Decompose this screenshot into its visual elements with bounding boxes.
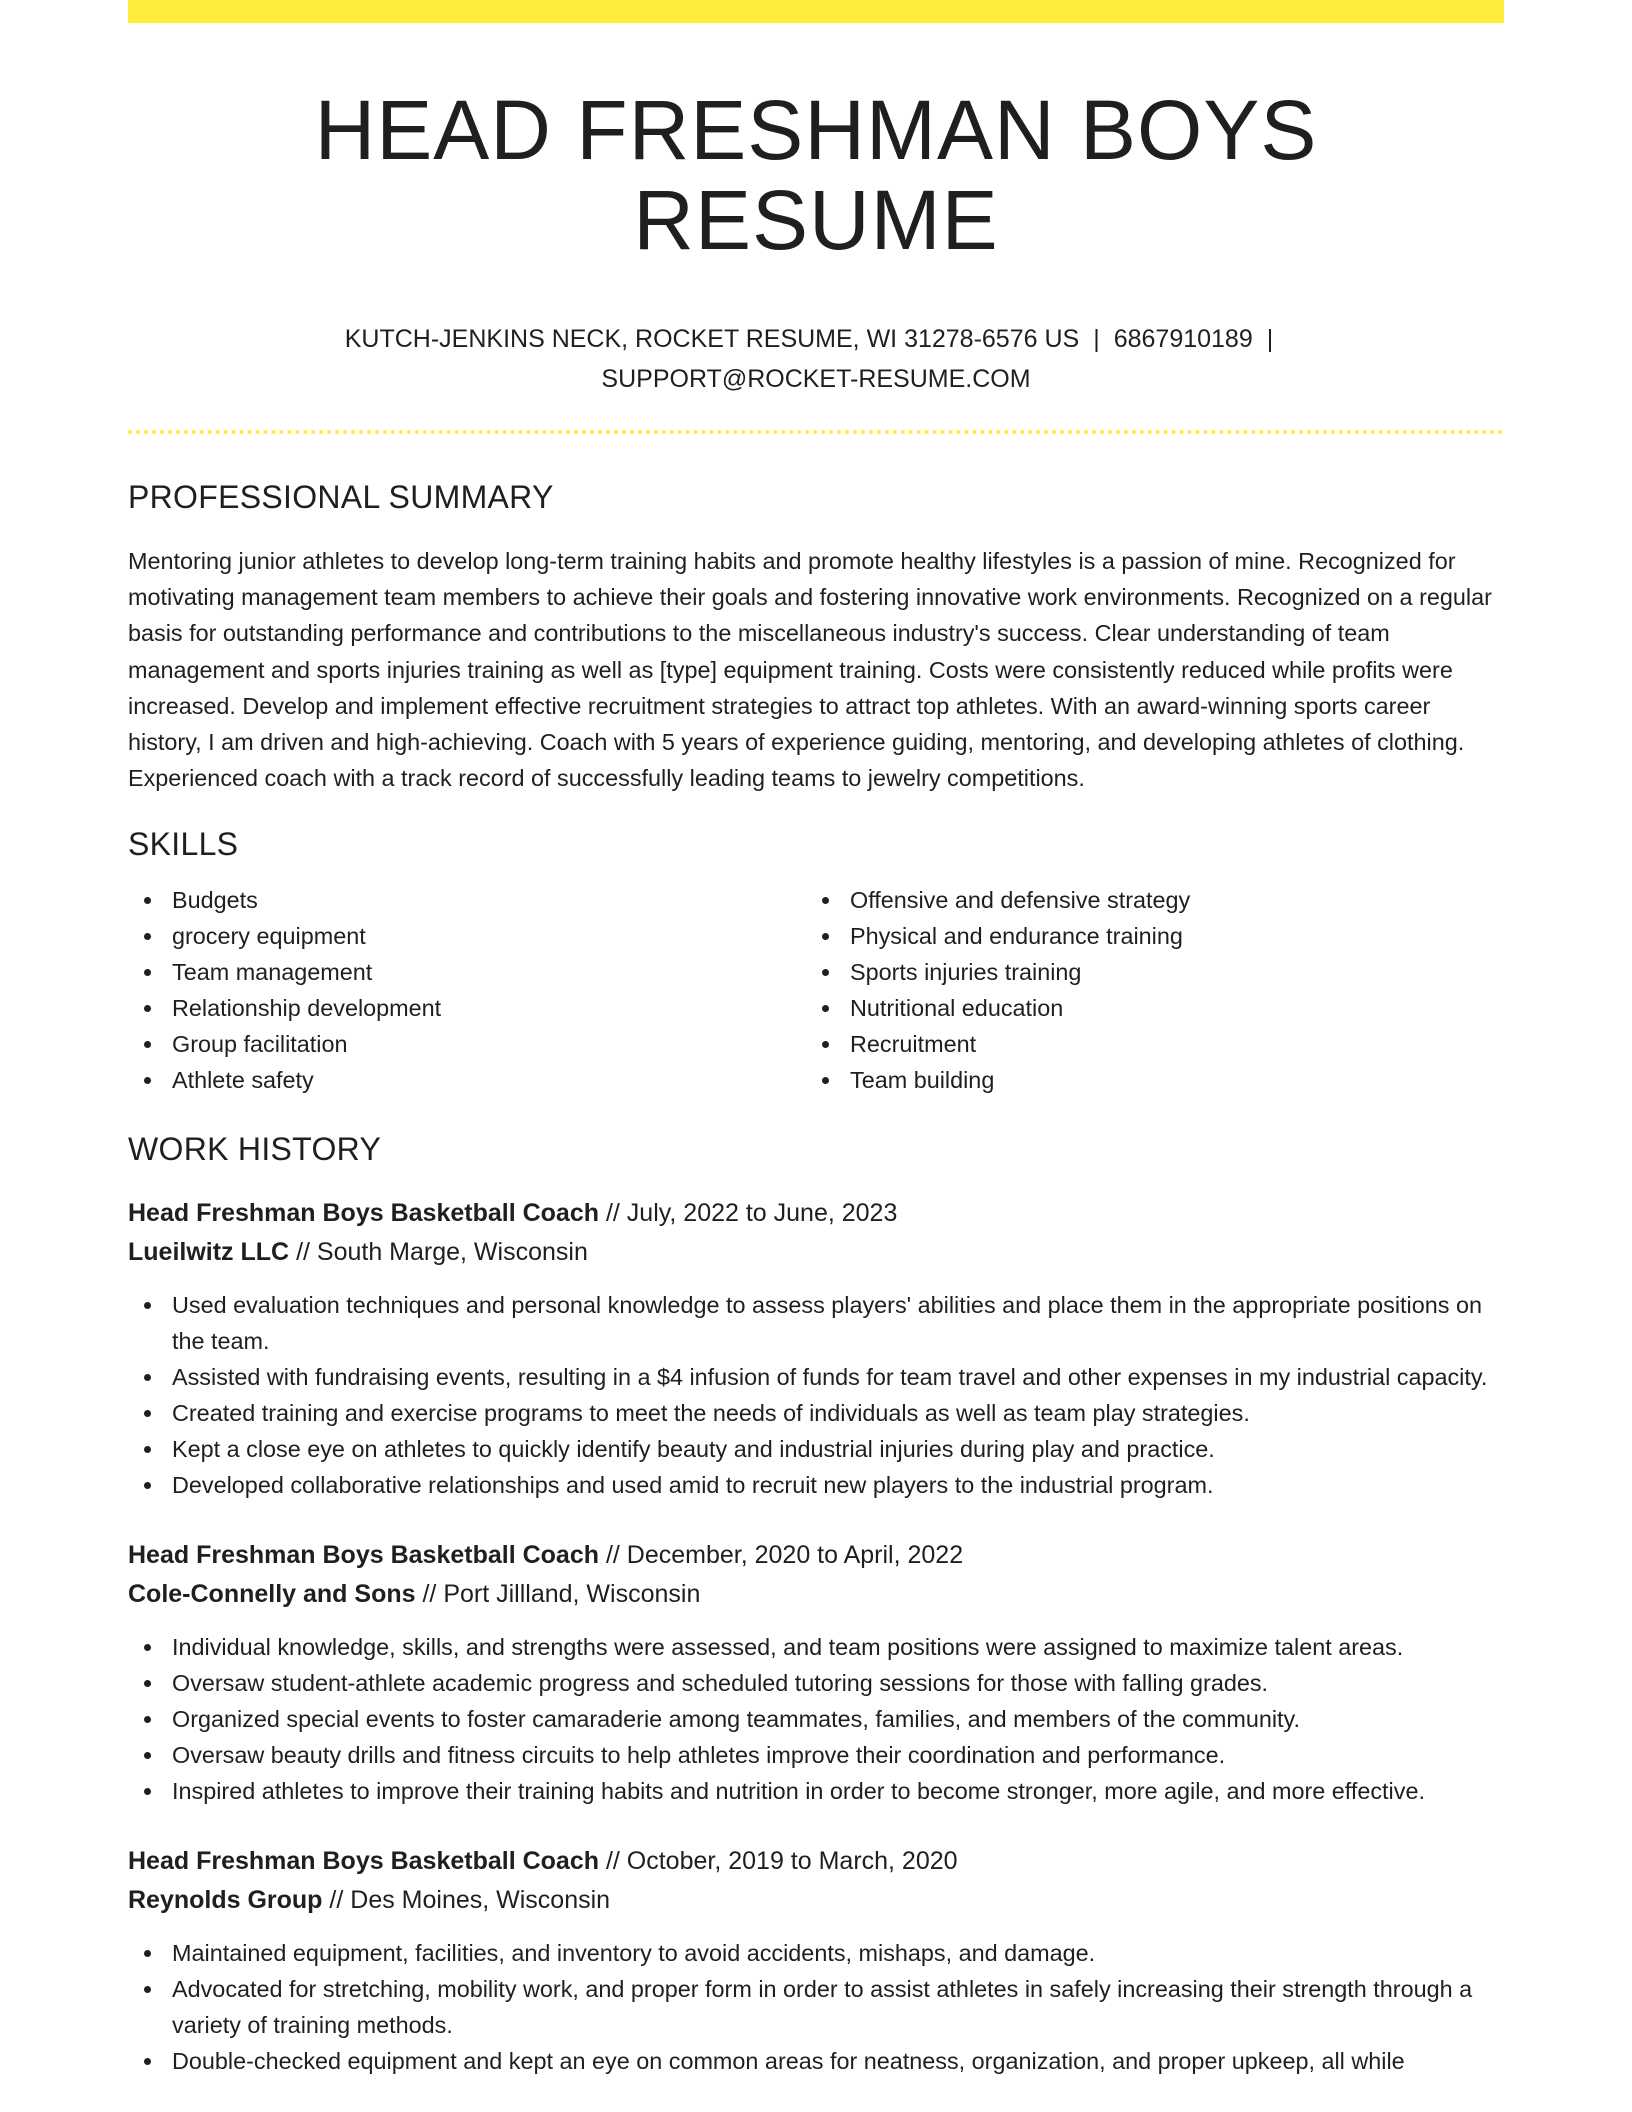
job-title-line bbox=[128, 1194, 1504, 1233]
skill-item: Sports injuries training bbox=[806, 954, 1484, 990]
job-bullet: Kept a close eye on athletes to quickly identify beauty and industrial injuries during play and practice. bbox=[128, 1431, 1504, 1467]
contact-info bbox=[128, 319, 1504, 399]
summary-text: Mentoring junior athletes to develop long-term training habits and promote healthy lifestyles is a passion of mine. Recognized for motivating management team members to achieve their goals and fostering innovative work environments. Recognized on a regular basis for outstanding performance and contributions to the miscellaneous industry's success. Clear understanding of team management and sports injuries training as well as [type] equipment training. Costs were consistently reduced while profits were increased. Develop and implement effective recruitment strategies to attract top athletes. With an award-winning sports career history, I am driven and high-achieving. Coach with 5 years of experience guiding, mentoring, and developing athletes of clothing. Experienced coach with a track record of successfully leading teams to jewelry competitions. bbox=[128, 548, 1492, 792]
skill-item: Relationship development bbox=[128, 990, 806, 1026]
job-bullet: Inspired athletes to improve their training habits and nutrition in order to become stronger, more agile, and more effective. bbox=[128, 1773, 1504, 1809]
skill-item: Physical and endurance training bbox=[806, 918, 1484, 954]
job-company-line bbox=[128, 1233, 1504, 1272]
job-bullet: Oversaw beauty drills and fitness circuits to help athletes improve their coordination and performance. bbox=[128, 1737, 1504, 1773]
skill-item: Athlete safety bbox=[128, 1062, 806, 1098]
skills-list bbox=[128, 882, 1504, 1098]
job-company: Cole-Connelly and Sons bbox=[128, 1580, 416, 1609]
job-title: Head Freshman Boys Basketball Coach bbox=[128, 1199, 599, 1228]
job-company-line bbox=[128, 1575, 1504, 1614]
summary-heading: PROFESSIONAL SUMMARY bbox=[128, 479, 554, 515]
job-company: Lueilwitz LLC bbox=[128, 1238, 290, 1267]
skill-item: grocery equipment bbox=[128, 918, 806, 954]
job-bullet: Advocated for stretching, mobility work, and proper form in order to assist athletes in safely increasing their strength through a variety of training methods. bbox=[128, 1971, 1504, 2043]
accent-top-bar bbox=[128, 0, 1504, 23]
skill-item: Group facilitation bbox=[128, 1026, 806, 1062]
work-history-heading: WORK HISTORY bbox=[128, 1131, 382, 1168]
resume-page bbox=[128, 0, 1504, 2112]
job-bullet: Assisted with fundraising events, resulting in a $4 infusion of funds for team travel and other expenses in my industrial capacity. bbox=[128, 1359, 1504, 1395]
job-dates: // October, 2019 to March, 2020 bbox=[605, 1847, 958, 1876]
contact-separator: | bbox=[1093, 325, 1100, 353]
job-entry bbox=[128, 1842, 1504, 2079]
skills-heading: SKILLS bbox=[128, 826, 239, 863]
job-bullet: Individual knowledge, skills, and strengths were assessed, and team positions were assigned to maximize talent areas. bbox=[128, 1629, 1504, 1665]
job-company: Reynolds Group bbox=[128, 1886, 323, 1915]
job-title-line bbox=[128, 1536, 1504, 1575]
job-title: Head Freshman Boys Basketball Coach bbox=[128, 1541, 599, 1570]
job-title: Head Freshman Boys Basketball Coach bbox=[128, 1847, 599, 1876]
skill-item: Team building bbox=[806, 1062, 1484, 1098]
job-location: // Des Moines, Wisconsin bbox=[329, 1886, 611, 1915]
job-company-line bbox=[128, 1881, 1504, 1920]
job-bullet: Organized special events to foster camaraderie among teammates, families, and members of the community. bbox=[128, 1701, 1504, 1737]
job-bullet: Created training and exercise programs to meet the needs of individuals as well as team play strategies. bbox=[128, 1395, 1504, 1431]
job-location: // South Marge, Wisconsin bbox=[296, 1238, 588, 1267]
skill-item: Recruitment bbox=[806, 1026, 1484, 1062]
skill-item: Offensive and defensive strategy bbox=[806, 882, 1484, 918]
skill-item: Team management bbox=[128, 954, 806, 990]
job-bullet: Maintained equipment, facilities, and inventory to avoid accidents, mishaps, and damage. bbox=[128, 1935, 1504, 1971]
skills-column-right bbox=[806, 882, 1484, 1098]
skill-item: Nutritional education bbox=[806, 990, 1484, 1026]
contact-phone: 6867910189 bbox=[1113, 325, 1253, 353]
resume-title: HEAD FRESHMAN BOYS RESUME bbox=[314, 83, 1318, 267]
job-bullets bbox=[128, 1935, 1504, 2079]
job-bullet: Oversaw student-athlete academic progress and scheduled tutoring sessions for those with falling grades. bbox=[128, 1665, 1504, 1701]
job-bullet: Used evaluation techniques and personal knowledge to assess players' abilities and place them in the appropriate positions on the team. bbox=[128, 1287, 1504, 1359]
contact-email: SUPPORT@ROCKET-RESUME.COM bbox=[601, 365, 1031, 393]
job-location: // Port Jillland, Wisconsin bbox=[422, 1580, 701, 1609]
dotted-divider bbox=[128, 430, 1504, 434]
contact-line-1 bbox=[128, 319, 1504, 359]
job-dates: // December, 2020 to April, 2022 bbox=[605, 1541, 964, 1570]
job-bullet: Developed collaborative relationships and used amid to recruit new players to the industrial program. bbox=[128, 1467, 1504, 1503]
job-bullets bbox=[128, 1287, 1504, 1503]
contact-address: KUTCH-JENKINS NECK, ROCKET RESUME, WI 31278-6576 US bbox=[344, 325, 1080, 353]
job-entry bbox=[128, 1194, 1504, 1503]
contact-separator: | bbox=[1266, 325, 1274, 353]
job-entry bbox=[128, 1536, 1504, 1809]
job-dates: // July, 2022 to June, 2023 bbox=[605, 1199, 898, 1228]
skill-item: Budgets bbox=[128, 882, 806, 918]
skills-column-left bbox=[128, 882, 806, 1098]
job-title-line bbox=[128, 1842, 1504, 1881]
job-bullet: Double-checked equipment and kept an eye on common areas for neatness, organization, and proper upkeep, all while bbox=[128, 2043, 1504, 2079]
job-bullets bbox=[128, 1629, 1504, 1809]
